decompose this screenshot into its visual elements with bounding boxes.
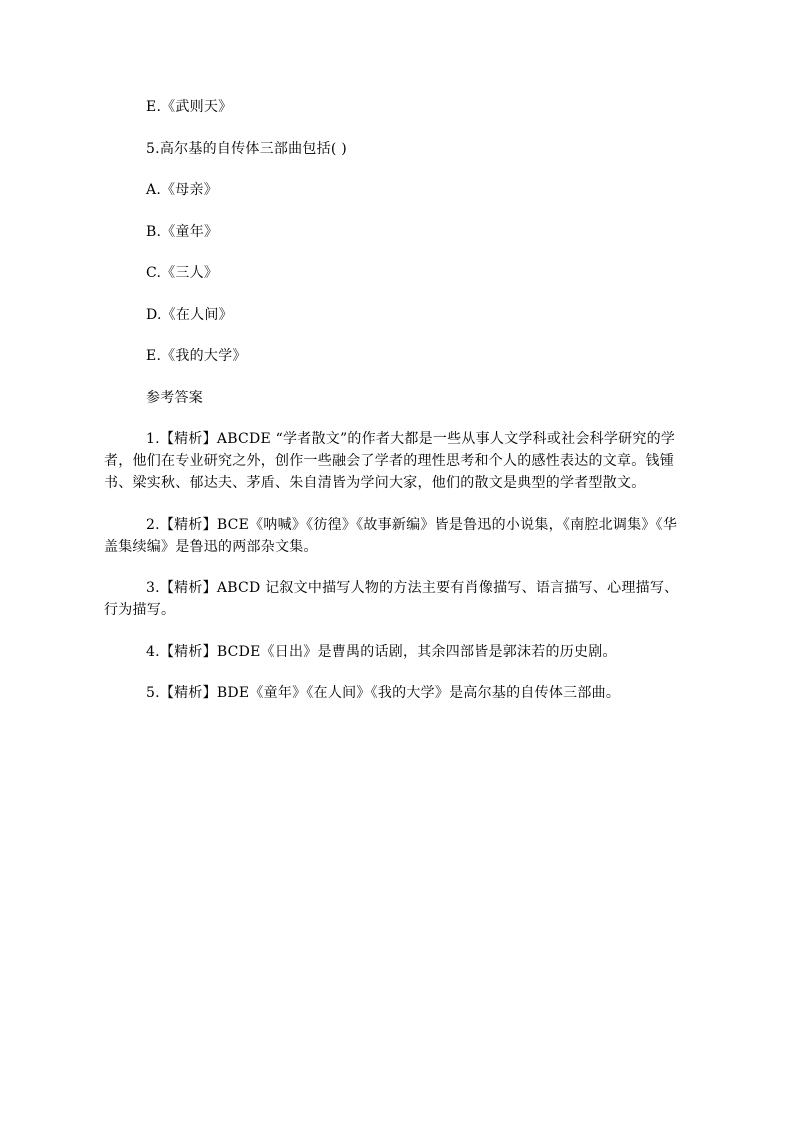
analysis-item-3: 3.【精析】ABCD 记叙文中描写人物的方法主要有肖像描写、语言描写、心理描写、行为描写。 xyxy=(104,580,679,618)
analysis-item-2: 2.【精析】BCE《呐喊》《彷徨》《故事新编》皆是鲁迅的小说集，《南腔北调集》《华盖集续编》是鲁迅的两部杂文集。 xyxy=(104,516,678,555)
option-item-c: C.《三人》 xyxy=(146,265,219,281)
option-item-e: E.《我的大学》 xyxy=(146,348,247,364)
question-text: 5.高尔基的自传体三部曲包括( ) xyxy=(146,140,347,157)
analysis-item-1: 1.【精析】ABCDE “学者散文”的作者大都是一些从事人文学科或社会科学研究的学者，他们在专业研究之外，创作一些融会了学者的理性思考和个人的感性表达的文章。钱锺书、梁实秋、郁达夫、茅盾、朱自清皆为学问大家，他们的散文是典型的学者型散文。 xyxy=(104,431,676,491)
analysis-item-5: 5.【精析】BDE《童年》《在人间》《我的大学》是高尔基的自传体三部曲。 xyxy=(146,685,621,701)
option-item-b: B.《童年》 xyxy=(146,223,219,240)
option-item-d: D.《在人间》 xyxy=(146,306,233,323)
option-item-a: A.《母亲》 xyxy=(146,182,219,198)
answers-heading: 参考答案 xyxy=(146,389,203,406)
analysis-item-4: 4.【精析】BCDE《日出》是曹禺的话剧，其余四部皆是郭沫若的历史剧。 xyxy=(146,643,617,660)
carryover-option-item: E.《武则天》 xyxy=(146,99,233,115)
